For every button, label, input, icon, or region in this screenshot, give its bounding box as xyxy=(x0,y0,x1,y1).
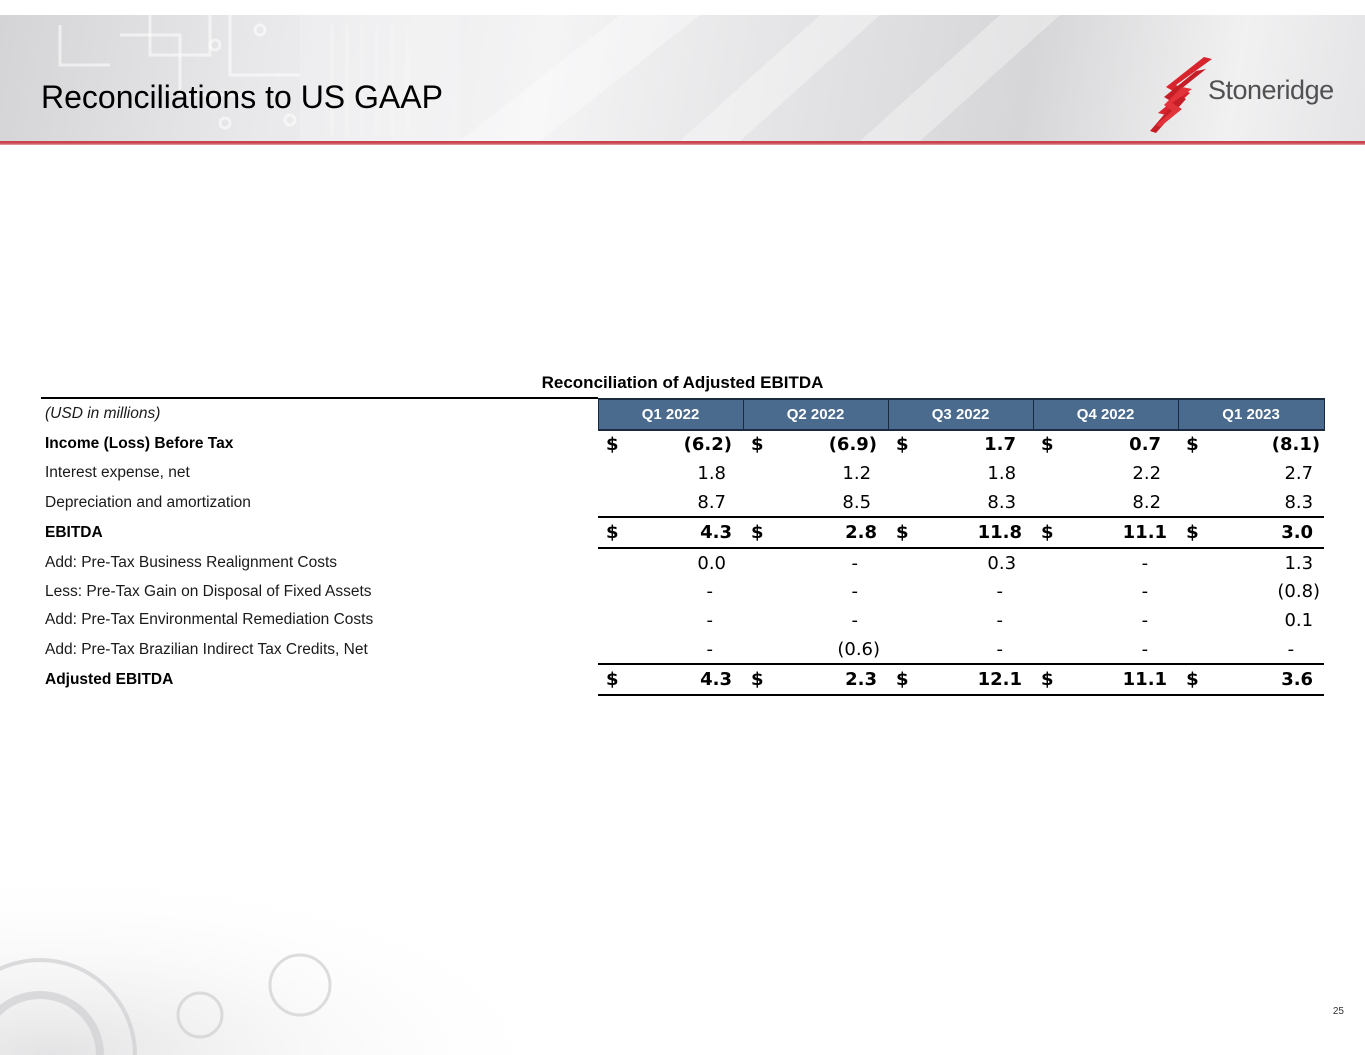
cell-value: (0.6) xyxy=(837,638,881,660)
stoneridge-s-mark-icon xyxy=(1146,53,1216,139)
row-label: Adjusted EBITDA xyxy=(45,670,174,688)
row-label: Add: Pre-Tax Business Realignment Costs xyxy=(45,553,338,571)
column-header: Q1 2022 xyxy=(598,399,743,430)
cell-value: 2.2 xyxy=(1132,462,1162,484)
cell-value: - xyxy=(1141,638,1149,660)
stoneridge-logo xyxy=(1146,53,1336,139)
cell-value: - xyxy=(851,552,859,574)
currency-symbol: $ xyxy=(1033,664,1069,695)
table-title: Reconciliation of Adjusted EBITDA xyxy=(541,373,824,392)
cell-value: - xyxy=(851,581,859,603)
cell-value: 8.2 xyxy=(1132,491,1162,513)
cell-value: 12.1 xyxy=(924,664,1033,695)
row-label: Add: Pre-Tax Environmental Remediation Costs xyxy=(45,611,374,629)
column-header: Q1 2023 xyxy=(1178,399,1324,430)
cell-value: - xyxy=(706,638,714,660)
ebitda-reconciliation-table xyxy=(41,398,1325,696)
cell-value: 11.8 xyxy=(924,517,1033,548)
currency-symbol: $ xyxy=(888,664,924,695)
cell-value: (6.2) xyxy=(683,434,733,456)
top-strip xyxy=(0,0,1365,15)
header-accent-line xyxy=(0,141,1365,145)
page-title: Reconciliations to US GAAP xyxy=(41,79,443,115)
cell-value: 0.1 xyxy=(1284,609,1314,631)
currency-symbol: $ xyxy=(1178,517,1214,548)
cell-value: - xyxy=(851,609,859,631)
cell-value: 4.3 xyxy=(634,517,743,548)
table-row xyxy=(41,548,1324,578)
currency-symbol: $ xyxy=(598,664,634,695)
cell-value: - xyxy=(996,638,1004,660)
cell-value: - xyxy=(706,581,714,603)
table-row xyxy=(41,578,1324,607)
currency-symbol: $ xyxy=(1178,664,1214,695)
cell-value: 8.5 xyxy=(842,491,872,513)
table-header-row xyxy=(41,399,1324,430)
logo-wordmark: Stoneridge xyxy=(1208,75,1334,105)
cell-value: 2.3 xyxy=(779,664,888,695)
currency-symbol: $ xyxy=(606,434,619,456)
page-number: 25 xyxy=(1332,1006,1344,1017)
cell-value: (0.8) xyxy=(1277,581,1321,603)
cell-value: - xyxy=(1141,552,1149,574)
cell-value: 3.6 xyxy=(1214,664,1324,695)
cell-value: 1.2 xyxy=(842,462,872,484)
cell-value: - xyxy=(996,581,1004,603)
cell-value: 8.3 xyxy=(1284,491,1314,513)
currency-symbol: $ xyxy=(1186,434,1199,456)
currency-symbol: $ xyxy=(888,517,924,548)
currency-symbol: $ xyxy=(1033,517,1069,548)
slide-header xyxy=(0,15,1365,141)
table-row xyxy=(41,488,1324,518)
cell-value: - xyxy=(1141,581,1149,603)
currency-symbol: $ xyxy=(598,517,634,548)
table-row-subtotal xyxy=(41,517,1324,548)
currency-symbol: $ xyxy=(751,434,764,456)
cell-value: - xyxy=(1287,638,1295,660)
unit-label: (USD in millions) xyxy=(45,405,161,423)
cell-value: 11.1 xyxy=(1069,517,1178,548)
column-header: Q3 2022 xyxy=(888,399,1033,430)
table-row xyxy=(41,459,1324,488)
row-label: Less: Pre-Tax Gain on Disposal of Fixed Assets xyxy=(45,582,372,600)
cell-value: (8.1) xyxy=(1271,434,1321,456)
column-header: Q2 2022 xyxy=(743,399,888,430)
cell-value: - xyxy=(1141,609,1149,631)
table-row xyxy=(41,606,1324,635)
cell-value: - xyxy=(996,609,1004,631)
currency-symbol: $ xyxy=(896,434,909,456)
cell-value: 2.7 xyxy=(1284,462,1314,484)
cell-value: 0.0 xyxy=(697,552,727,574)
cell-value: 0.7 xyxy=(1129,434,1162,456)
currency-symbol: $ xyxy=(743,664,779,695)
cell-value: 8.3 xyxy=(987,491,1017,513)
cell-value: 1.8 xyxy=(987,462,1017,484)
row-label: Income (Loss) Before Tax xyxy=(45,435,234,453)
cell-value: 8.7 xyxy=(697,491,727,513)
cell-value: 2.8 xyxy=(779,517,888,548)
currency-symbol: $ xyxy=(743,517,779,548)
table-row-total xyxy=(41,664,1324,695)
cell-value: 3.0 xyxy=(1214,517,1324,548)
cell-value: 1.7 xyxy=(984,434,1017,456)
row-label: Interest expense, net xyxy=(45,464,190,482)
currency-symbol: $ xyxy=(1041,434,1054,456)
row-label: Add: Pre-Tax Brazilian Indirect Tax Credits, Net xyxy=(45,640,368,658)
cell-value: - xyxy=(706,609,714,631)
cell-value: 11.1 xyxy=(1069,664,1178,695)
table-row xyxy=(41,635,1324,665)
bottom-decorative-graphic xyxy=(0,865,520,1055)
row-label: Depreciation and amortization xyxy=(45,493,251,511)
cell-value: 4.3 xyxy=(634,664,743,695)
cell-value: (6.9) xyxy=(828,434,878,456)
cell-value: 0.3 xyxy=(987,552,1017,574)
table-row xyxy=(41,430,1324,460)
cell-value: 1.3 xyxy=(1284,552,1314,574)
cell-value: 1.8 xyxy=(697,462,727,484)
column-header: Q4 2022 xyxy=(1033,399,1178,430)
row-label: EBITDA xyxy=(45,523,103,541)
